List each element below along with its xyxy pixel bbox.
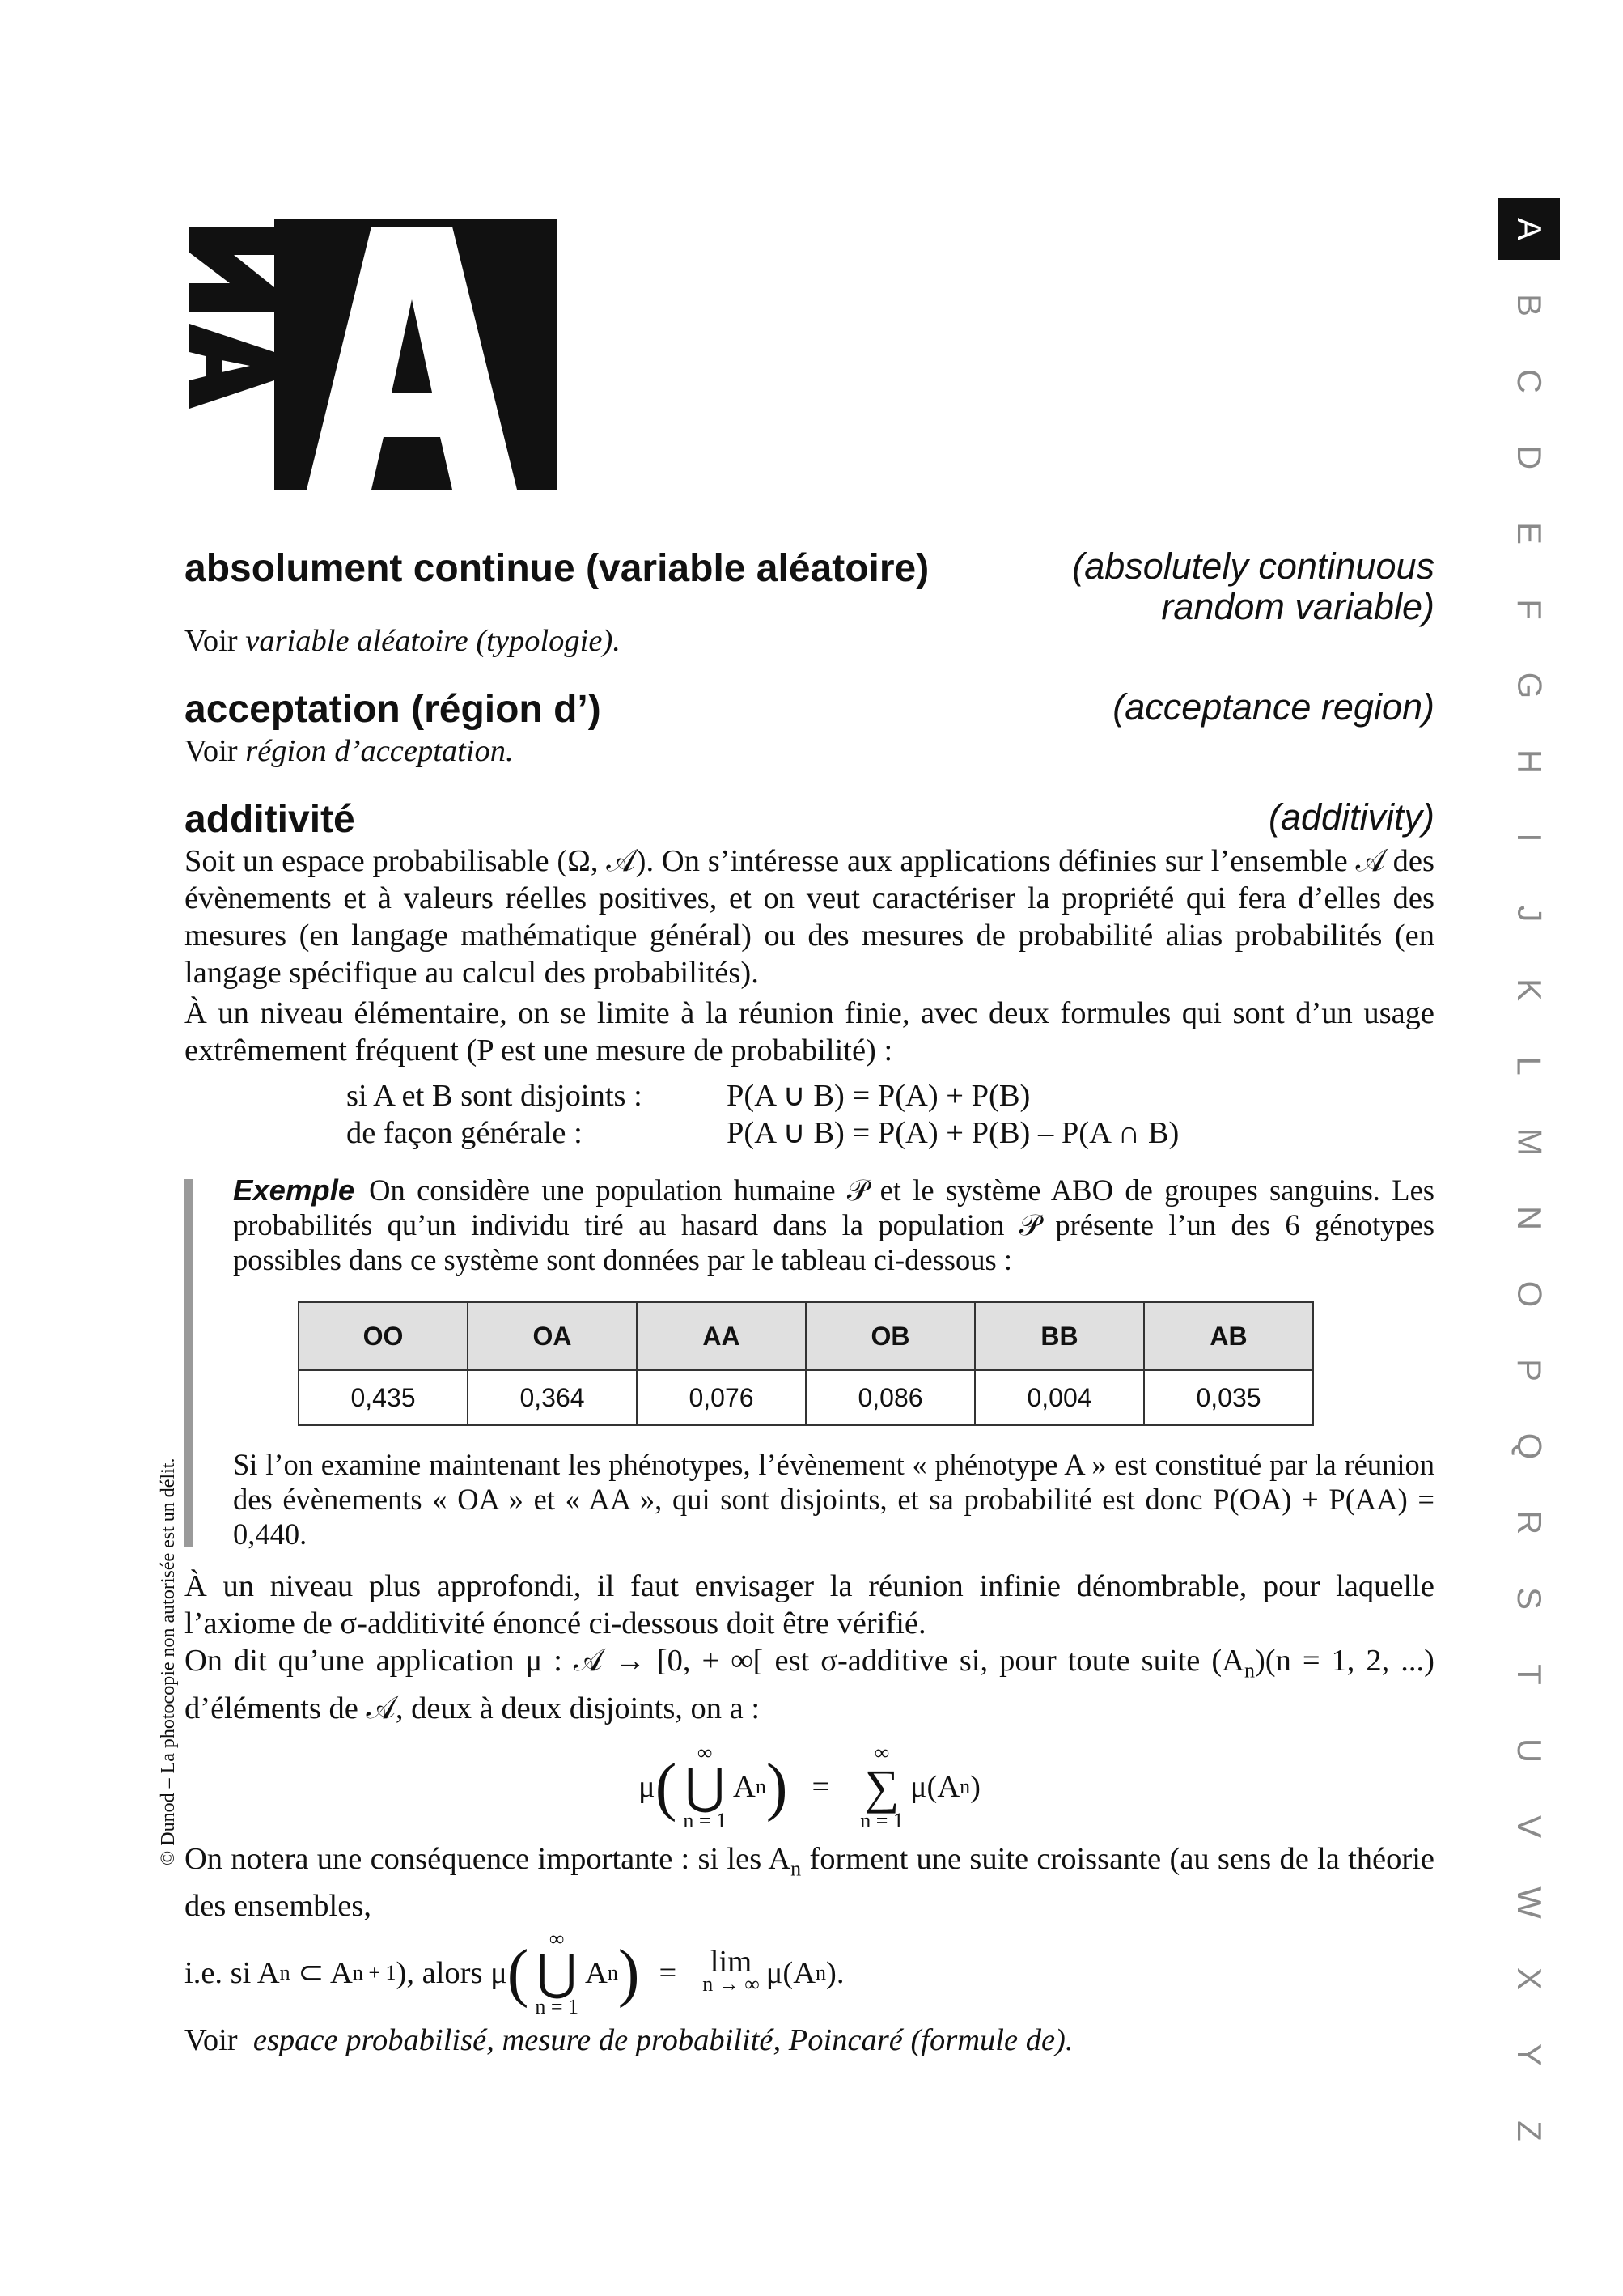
paragraph: À un niveau élémentaire, on se limite à la réunion finie, avec deux formules qui sont d’un usage extrêmement fréquent (P est une mesure de probabilité) : (184, 996, 1434, 1067)
formula-label: de façon générale : (346, 1116, 583, 1150)
index-letter-b[interactable]: B (1510, 293, 1549, 317)
index-letter-x[interactable]: X (1510, 1967, 1549, 1991)
index-letter-q[interactable]: Q (1510, 1432, 1549, 1460)
headword: additivité (184, 798, 355, 841)
example-paragraph (233, 1173, 1434, 1277)
index-letter-v[interactable]: V (1510, 1814, 1549, 1839)
formula-row (346, 1077, 1434, 1114)
cross-reference (184, 732, 1434, 770)
entry-heading (184, 687, 1434, 732)
entry-heading (184, 797, 1434, 842)
index-letter-l[interactable]: L (1510, 1056, 1549, 1076)
english-line: (absolutely continuous (1072, 545, 1434, 587)
index-letter-t[interactable]: T (1511, 1664, 1549, 1685)
index-letter-f[interactable]: F (1511, 599, 1549, 620)
paragraph: On dit qu’une application μ : 𝒜 → [0, + ∞[ est σ-additive si, pour toute suite $(A_n)(n = 1$, 2, ...) d’éléments de 𝒜, deux à deux disjoints, on a : (184, 1644, 1434, 1725)
headword: absolument continue (variable aléatoire) (184, 547, 930, 590)
example-block (184, 1173, 1434, 1551)
index-letter-n[interactable]: N (1511, 1205, 1549, 1231)
english-line: random variable) (1161, 586, 1434, 627)
table-cell: 0,004 (975, 1370, 1144, 1425)
example-label: Exemple (233, 1173, 355, 1207)
headword: acceptation (région d’) (184, 688, 601, 731)
english-translation (1072, 546, 1434, 627)
table-row (299, 1370, 1313, 1425)
index-letter-g[interactable]: G (1510, 672, 1549, 699)
table-header: AB (1144, 1302, 1313, 1370)
index-letter-y[interactable]: Y (1510, 2043, 1549, 2067)
index-letter-d[interactable]: D (1511, 444, 1549, 470)
copyright-text: © Dunod – La photocopie non autorisée est un délit. (158, 1458, 179, 1865)
voir-label: Voir (184, 624, 238, 658)
table-cell: 0,435 (299, 1370, 468, 1425)
formula-list (346, 1077, 1434, 1152)
reference-link[interactable]: région d’acceptation. (245, 734, 514, 768)
paragraph: On notera une conséquence importante : si les $A_n$ forment une suite croissante (au sens de la théorie des ensembles, (184, 1841, 1435, 1924)
index-letter-k[interactable]: K (1510, 978, 1549, 1002)
index-letter-m[interactable]: M (1511, 1127, 1549, 1156)
paragraph: Soit un espace probabilisable (Ω, 𝒜). On s’intéresse aux applications définies sur l’ensemble 𝒜 des évènements et à valeurs réelles positives, et on veut caractériser la propriété qui fera d’elles des mesures (en langage mathématique général) ou des mesures de probabilité alias probabilités (en langage spécifique au calcul des probabilités). (184, 844, 1434, 990)
index-letter-j[interactable]: J (1511, 905, 1549, 923)
sigma-additivity-equation: μ ( ∞ ⋃ n = 1 A n ) = ∞ ∑ n = 1 μ(A n ) (638, 1740, 981, 1832)
example-text: On considère une population humaine 𝒫 et le système ABO de groupes sanguins. Les probabilités qu’un individu tiré au hasard dans la population 𝒫 présente l’un des 6 génotypes possibles dans ce système sont données par le tableau ci-dessous : (233, 1173, 1434, 1276)
index-letter-s[interactable]: S (1510, 1586, 1549, 1611)
inline-limit-line: i.e. si A n ⊂ A n + 1 ), alors μ ( ∞ ⋃ n = 1 A n ) = lim n → ∞ μ(A n ). (184, 1927, 845, 2019)
table-header: OO (299, 1302, 468, 1370)
index-letter-w[interactable]: W (1511, 1886, 1549, 1919)
genotype-table (298, 1301, 1314, 1426)
cross-reference (184, 622, 1434, 660)
formula: P(A ∪ B) = P(A) + P(B) (727, 1079, 1031, 1113)
dictionary-content (184, 546, 1434, 2059)
paragraph: À un niveau plus approfondi, il faut envisager la réunion infinie dénombrable, pour laquelle l’axiome de σ-additivité énoncé ci-dessous doit être vérifié. (184, 1569, 1434, 1640)
index-letter-i[interactable]: I (1510, 833, 1549, 842)
table-header: AA (637, 1302, 806, 1370)
index-letter-h[interactable]: H (1511, 749, 1549, 775)
table-header: OB (806, 1302, 975, 1370)
table-header-row (299, 1302, 1313, 1370)
formula-row (346, 1114, 1434, 1152)
index-letter-o[interactable]: O (1510, 1280, 1549, 1308)
table-header: BB (975, 1302, 1144, 1370)
english-translation: (additivity) (1268, 796, 1434, 838)
table-cell: 0,076 (637, 1370, 806, 1425)
reference-link[interactable]: variable aléatoire (typologie). (245, 624, 621, 658)
voir-label: Voir (184, 734, 238, 768)
voir-label: Voir (184, 2023, 238, 2058)
cross-reference (184, 2022, 1434, 2059)
example-margin-bar (184, 1179, 193, 1547)
table-cell: 0,035 (1144, 1370, 1313, 1425)
entry-heading (184, 546, 1434, 627)
formula-label: si A et B sont disjoints : (346, 1079, 642, 1113)
index-letter-a[interactable]: A (1498, 198, 1560, 260)
index-letter-z[interactable]: Z (1511, 2120, 1549, 2141)
az-logo (185, 219, 557, 490)
example-paragraph: Si l’on examine maintenant les phénotypes, l’évènement « phénotype A » est constitué par la réunion des évènements « OA » et « AA », qui sont disjoints, et sa probabilité est donc P(OA) + P(AA) = 0,440. (233, 1448, 1434, 1551)
index-letter-e[interactable]: E (1510, 521, 1549, 545)
index-letter-c[interactable]: C (1511, 368, 1549, 394)
index-letter-p[interactable]: P (1510, 1358, 1549, 1382)
formula: P(A ∪ B) = P(A) + P(B) – P(A ∩ B) (727, 1116, 1180, 1150)
reference-link[interactable]: espace probabilisé, mesure de probabilité, Poincaré (formule de). (252, 2023, 1074, 2058)
table-cell: 0,086 (806, 1370, 975, 1425)
table-header: OA (468, 1302, 637, 1370)
table-cell: 0,364 (468, 1370, 637, 1425)
english-translation: (acceptance region) (1112, 686, 1434, 728)
index-letter-r[interactable]: R (1511, 1509, 1549, 1535)
index-letter-u[interactable]: U (1511, 1738, 1549, 1763)
